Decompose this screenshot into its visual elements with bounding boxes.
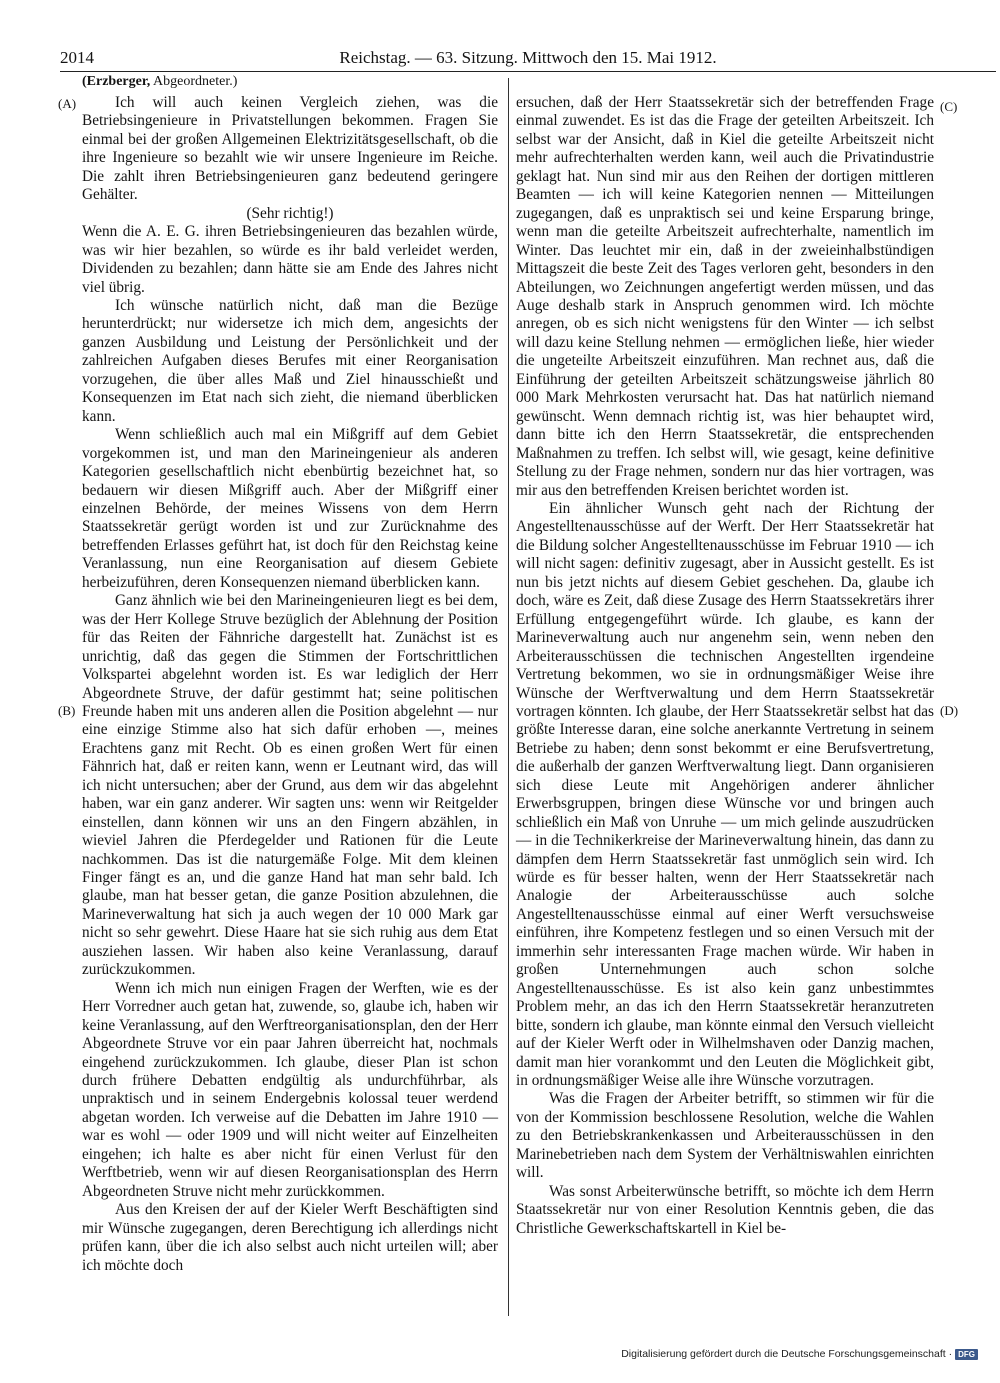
margin-marker-c: (C) [940,99,958,114]
column-divider [508,78,509,1316]
paragraph: Aus den Kreisen der auf der Kieler Werft Beschäftigten sind mir Wünsche zugegangen, deren Berechtigung ich allerdings nicht prüfen kann, über die ich also selbst auch nicht urteilen will; aber ich möchte doch [82,1201,498,1274]
margin-marker-b: (B) [58,703,76,718]
left-column [82,94,498,1275]
footer-text: Digitalisierung gefördert durch die Deutsche Forschungsgemeinschaft · [621,1348,953,1360]
running-title: Reichstag. — 63. Sitzung. Mittwoch den 15. Mai 1912. [339,48,717,67]
speaker-name: (Erzberger, [82,74,151,89]
paragraph: Ich will auch keinen Vergleich ziehen, was die Betriebsingenieure in Privatstellungen bekommen. Fragen Sie einmal bei der großen Allgemeinen Elektrizitätsgesellschaft, ob die ihre Ingenieure so bezahlt wie wir unsere Ingenieure im Reiche. Die zahlt ihren Betriebsingenieuren ganz bedeutend geringere Gehälter. [82,94,498,204]
margin-marker-d: (D) [940,703,959,718]
speaker-role: Abgeordneter.) [153,74,238,89]
interjection: (Sehr richtig!) [246,204,334,222]
paragraph: Ein ähnlicher Wunsch geht nach der Richtung der Angestelltenausschüsse auf der Werft. Der Herr Staatssekretär hat die Bildung solcher Angestelltenausschüsse im Februar 1910 — ich will nicht sagen: definitiv zugesagt, aber in Aussicht gestellt. Es ist nun bis jetzt nichts auf diesem Gebiet geschehen. Da, glaube ich doch, wäre es Zeit, daß diese Zusage des Herrn Staatssekretärs ihrer Erfüllung entgegengeführt würde. Ich glaube, es kann der Marineverwaltung auch nur angenehm sein, wenn neben den Arbeiterausschüssen die technischen Angestellten irgendeine Vertretung bekommen, wo sie in ordnungsmäßiger Weise ihre Wünsche der Werftverwaltung und dem Herrn Staatssekretär vortragen könnten. Ich glaube, der Herr Staatssekretär selbst hat das größte Interesse daran, eine solche anerkannte Vertretung in seinem Betriebe zu haben; denn sonst bekommt er eine Berufsvertretung, die außerhalb der ganzen Werftverwaltung liegt. Dann organisieren sich diese Leute mit Angehörigen anderer ähnlicher Erwerbsgruppen, bringen diese Wünsche vor und bringen auch schließlich ein Maß von Unruhe — um mich gelinde auszudrücken — in die Technikerkreise der Marineverwaltung hinein, das dann zu dämpfen dem Herrn Staatssekretär fast unmöglich sein wird. Ich würde es für besser halten, wenn der Herr Staatssekretär nach Analogie der Arbeiterausschüsse auch solche Angestelltenausschüsse einmal auf einer Werft versuchsweise einführen, ihre Kompetenz festlegen und so einen Versuch mit der immerhin sehr interessanten Frage machen würde. Wir haben in großen Unternehmungen auch schon solche Angestelltenausschüsse. Es ist also kein ganz unbestimmtes Problem mehr, an das ich den Herrn Staatssekretär heranzutreten bitte, sondern ich glaube, man könnte einmal den Versuch vielleicht auf der Kieler Werft oder in Wilhelmshaven oder Danzig machen, damit man hier vorankommt und den Leuten die Möglichkeit gibt, in ordnungsmäßiger Weise alle ihre Wünsche vorzutragen. [516,499,934,1090]
paragraph: ersuchen, daß der Herr Staatssekretär sich der betreffenden Frage einmal zuwendet. Es ist das die Frage der geteilten Arbeitszeit. Ich selbst war der Ansicht, daß in Kiel die geteilte Arbeitszeit nicht mehr aufrechterhalten werden kann, weil auch die Privatindustrie geklagt hat. Nun sind mir aus den Reihen der dortigen mittleren Beamten — ich will keine Kategorien nennen — Mitteilungen zugegangen, daß es unpraktisch sei und keine Ersparung bringe, wenn man die geteilte Arbeitszeit aufrechterhalte, namentlich im Winter. Das leuchtet mir ein, daß in der zweieinhalbstündigen Mittagszeit die beste Zeit des Tages verloren geht, besonders in den Abteilungen, wo Zeichnungen angefertigt werden müssen, und das Auge deshalb stark in Anspruch genommen wird. Ich möchte anregen, ob es sich nicht wenigstens für den Winter — ich selbst will dazu keine Stellung nehmen — ermöglichen ließe, hier wieder die ungeteilte Arbeitszeit einzuführen. Man rechnet aus, daß die Einführung der geteilten Arbeitszeit schätzungsweise jährlich 80 000 Mark Mehrkosten verursacht hat. Das hat natürlich niemand gewünscht. Wenn demnach richtig ist, was hier behauptet wird, dann bitte ich den Herrn Staatssekretär, die entsprechenden Maßnahmen zu treffen. Ich selbst will, wie gesagt, keine definitive Stellung zu der Frage nehmen, sondern nur das hier vortragen, was mir aus den betreffenden Kreisen berichtet worden ist. [516,94,934,499]
paragraph: Was die Fragen der Arbeiter betrifft, so stimmen wir für die von der Kommission beschlossene Resolution, welche die Wahlen zu den Betriebskrankenkassen und Arbeiterausschüssen in den Marinebetrieben nach dem System der Verhältniswahlen einrichten will. [516,1090,934,1182]
paragraph: Ich wünsche natürlich nicht, daß man die Bezüge herunterdrückt; nur widersetze ich mich dem, angesichts der ganzen Ausbildung und Leistung der Persönlichkeit und der zahlreichen Aufgaben dieses Berufes mit einer Reorganisation vorzugehen, die über alles Maß und Ziel hinausschießt und Konsequenzen im Etat nach sich zieht, die niemand überblicken kann. [82,296,498,425]
speaker-line [82,74,237,90]
paragraph: Was sonst Arbeiterwünsche betrifft, so möchte ich dem Herrn Staatssekretär nur von einer Resolution Kenntnis geben, die das Christliche Gewerkschaftskartell in Kiel be- [516,1182,934,1237]
margin-marker-a: (A) [58,96,77,111]
page-number: 2014 [60,48,94,67]
dfg-logo: DFG [955,1349,978,1360]
paragraph: Ganz ähnlich wie bei den Marineingenieuren liegt es bei dem, was der Herr Kollege Struve bezüglich der Ablehnung der Position für das Reiten der Fähnriche dargestellt hat. Zunächst ist es unrichtig, daß das gegen die Stimmen der Fortschrittlichen Volkspartei abgelehnt worden ist. Es war lediglich der Herr Abgeordnete Struve, der dafür gestimmt hat; seine politischen Freunde haben mit uns anderen allen die Position abgelehnt — nur eine einzige Stimme also hat sich dafür erhoben —, meines Erachtens ganz mit Recht. Ob es einen großen Wert für einen Fähnrich hat, daß er reiten kann, wenn er Leutnant wird, das will ich nicht untersuchen; aber der Grund, aus dem wir das abgelehnt haben, war ein ganz anderer. Wir sagten uns: wenn wir Reitgelder einstellen, dann können wir uns an den Fingern abzählen, in wieviel Jahren die Pferdegelder und Rationen für die Leute nachkommen. Das ist die naturgemäße Folge. Mit dem kleinen Finger fängt es an, und die ganze Hand hat man sehr bald. Ich glaube, man hat besser getan, die ganze Position abzulehnen, die Marineverwaltung hat sich ja auch wegen der 10 000 Mark gar nicht so sehr gewehrt. Diese Haare hat sie sich ruhig aus dem Etat ausziehen lassen. Wir haben also keine Veranlassung, darauf zurückzukommen. [82,592,498,979]
page-header [60,48,996,72]
paragraph: Wenn ich mich nun einigen Fragen der Werften, wie es der Herr Vorredner auch getan hat, zuwende, so, glaube ich, haben wir keine Veranlassung, auf den Werftreorganisationsplan, den der Herr Abgeordnete Struve vor ein paar Jahren überreicht hat, nochmals eingehend zurückzukommen. Ich glaube, dieser Plan ist schon durch frühere Debatten endgültig als undurchführbar, als unpraktisch und in seinem Endergebnis kolossal teuer werdend abgetan worden. Ich verweise auf die Debatten im Jahre 1910 — war es wohl — oder 1909 und will nicht weiter auf Einzelheiten eingehen; ich halte es aber nicht für einen Verlust für den Werftbetrieb, wenn wir auf diesen Reorganisationsplan des Herrn Abgeordneten Struve nicht mehr zurückkommen. [82,979,498,1200]
right-column [516,94,934,1238]
paragraph: Wenn schließlich auch mal ein Mißgriff auf dem Gebiet vorgekommen ist, und man den Marineingenieur als anderen Kategorien gesellschaftlich nicht ebenbürtig bezeichnet hat, so bedauern wir diesen Mißgriff auch. Aber der Mißgriff einer einzelnen Behörde, der meines Wissens von dem Herrn Staatssekretär gerügt worden ist und zur Zurücknahme des betreffenden Erlasses geführt hat, ist doch für den Reichstag keine Veranlassung, nun eine Reorganisation auf diesem Gebiete herbeizuführen, deren Konsequenzen niemand überblicken kann. [82,426,498,591]
digitization-footer [621,1348,978,1360]
header-rule [60,71,996,72]
paragraph: Wenn die A. E. G. ihren Betriebsingenieuren das bezahlen würde, was wir hier bezahlen, so würde es ihr bald verleidet werden, Dividenden zu bezahlen; dann hätte sie am Ende des Jahres nicht viel übrig. [82,223,498,296]
